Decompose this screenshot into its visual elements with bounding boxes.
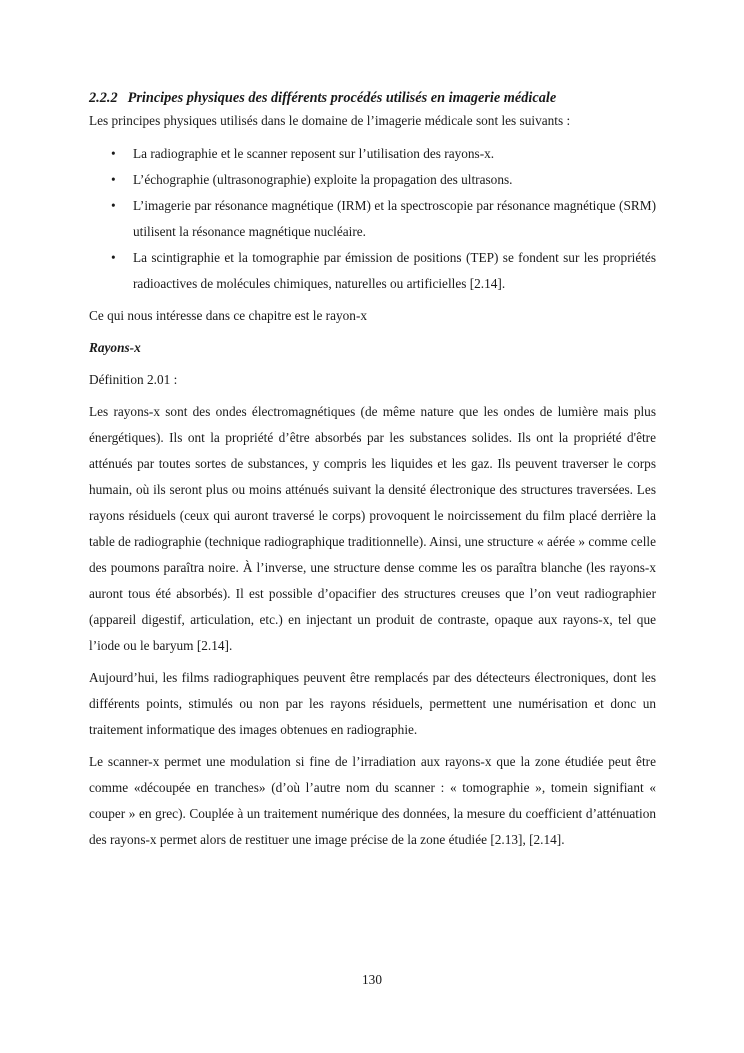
list-item-text: L’imagerie par résonance magnétique (IRM) et la spectroscopie par résonance magnétique (SRM) utilisent la résonance magnétique nucléaire. [133,198,656,239]
bullet-icon: • [111,146,116,161]
body-paragraph: Aujourd’hui, les films radiographiques peuvent être remplacés par des détecteurs électroniques, dont les différents points, stimulés ou non par les rayons résiduels, permettent une numérisation et donc un traitement informatique des images obtenues en radiographie. [89,670,656,737]
principles-list [89,141,656,297]
list-item-text: La radiographie et le scanner reposent sur l’utilisation des rayons-x. [133,146,495,161]
definition-label: Définition 2.01 : [89,372,178,387]
list-item [89,141,656,167]
subsection-heading: Rayons-x [89,340,141,355]
bullet-icon: • [111,198,116,213]
list-item-text: L’échographie (ultrasonographie) exploite la propagation des ultrasons. [133,172,513,187]
bullet-icon: • [111,250,116,265]
list-item [89,193,656,245]
page-number: 130 [362,972,382,987]
bullet-icon: • [111,172,116,187]
document-page [89,86,656,853]
section-heading [89,86,656,110]
section-title: Principes physiques des différents procédés utilisés en imagerie médicale [127,90,557,106]
list-item [89,245,656,297]
list-item-text: La scintigraphie et la tomographie par émission de positions (TEP) se fondent sur les propriétés radioactives de molécules chimiques, naturelles ou artificielles [2.14]. [133,250,656,291]
section-number: 2.2.2 [89,90,118,106]
list-item [89,167,656,193]
interest-paragraph: Ce qui nous intéresse dans ce chapitre est le rayon-x [89,308,368,323]
intro-paragraph: Les principes physiques utilisés dans le domaine de l’imagerie médicale sont les suivants : [89,113,571,128]
body-paragraph: Le scanner-x permet une modulation si fine de l’irradiation aux rayons-x que la zone étudiée peut être comme «découpée en tranches» (d’où l’autre nom du scanner : « tomographie », tomein signifiant « couper » en grec). Couplée à un traitement numérique des données, la mesure du coefficient d’atténuation des rayons-x permet alors de restituer une image précise de la zone étudiée [2.13], [2.14]. [89,754,656,847]
body-paragraph: Les rayons-x sont des ondes électromagnétiques (de même nature que les ondes de lumière mais plus énergétiques). Ils ont la propriété d’être absorbés par les substances solides. Ils ont la propriété d'être atténués par toutes sortes de substances, y compris les liquides et les gaz. Ils peuvent traverser le corps humain, où ils seront plus ou moins atténués suivant la densité électronique des structures traversées. Les rayons résiduels (ceux qui auront traversé le corps) provoquent le noircissement du film placé derrière la table de radiographie (technique radiographique traditionnelle). Ainsi, une structure « aérée » comme celle des poumons paraîtra noire. À l’inverse, une structure dense comme les os paraîtra blanche (les rayons-x auront tous été absorbés). Il est possible d’opacifier des structures creuses que l’on veut radiographier (appareil digestif, articulation, etc.) en injectant un produit de contraste, opaque aux rayons-x, tel que l’iode ou le baryum [2.14]. [89,404,656,653]
